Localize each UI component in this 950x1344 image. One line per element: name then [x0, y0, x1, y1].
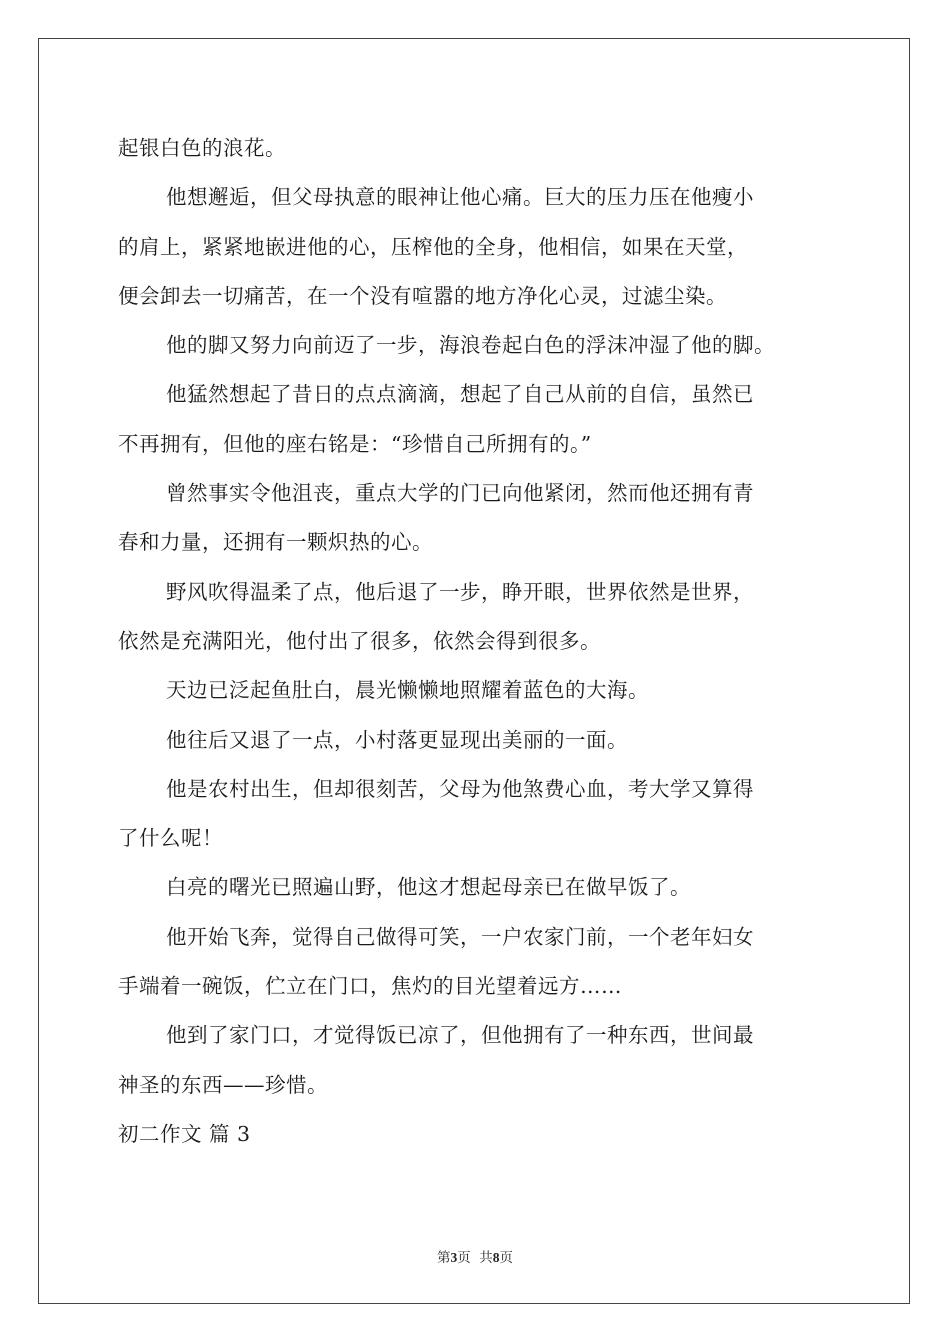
text-line: 便会卸去一切痛苦，在一个没有喧嚣的地方净化心灵，过滤尘染。	[118, 283, 727, 308]
text-line: 他的脚又努力向前迈了一步，海浪卷起白色的浮沫冲湿了他的脚。	[166, 333, 775, 358]
section-heading: 初二作文 篇 3	[118, 1121, 251, 1146]
text-line: 手端着一碗饭，伫立在门口，焦灼的目光望着远方……	[118, 974, 622, 999]
page-footer	[0, 1246, 950, 1266]
footer-suffix: 页	[499, 1250, 514, 1266]
text-line: 了什么呢！	[118, 826, 223, 851]
total-page-number: 8	[492, 1250, 500, 1265]
current-page-number: 3	[450, 1250, 458, 1265]
text-line: 春和力量，还拥有一颗炽热的心。	[118, 530, 433, 555]
text-line: 他开始飞奔，觉得自己做得可笑，一户农家门前，一个老年妇女	[166, 924, 754, 949]
footer-mid: 页 共	[457, 1250, 493, 1266]
text-line: 他猛然想起了昔日的点点滴滴，想起了自己从前的自信，虽然已	[166, 382, 754, 407]
text-line: 曾然事实令他沮丧，重点大学的门已向他紧闭，然而他还拥有青	[166, 481, 754, 506]
text-line: 起银白色的浪花。	[118, 136, 286, 160]
text-line: 的肩上，紧紧地嵌进他的心，压榨他的全身，他相信，如果在天堂，	[118, 234, 748, 259]
text-line: 天边已泛起鱼肚白，晨光懒懒地照耀着蓝色的大海。	[166, 678, 649, 703]
text-line: 他到了家门口，才觉得饭已凉了，但他拥有了一种东西，世间最	[166, 1023, 754, 1048]
text-line: 白亮的曙光已照遍山野，他这才想起母亲已在做早饭了。	[166, 875, 691, 900]
text-line: 他想邂逅，但父母执意的眼神让他心痛。巨大的压力压在他瘦小	[166, 185, 754, 210]
text-line: 野风吹得温柔了点，他后退了一步，睁开眼，世界依然是世界，	[166, 579, 754, 604]
text-line: 神圣的东西——珍惜。	[118, 1072, 328, 1097]
text-line: 依然是充满阳光，他付出了很多，依然会得到很多。	[118, 628, 601, 653]
text-line: 他是农村出生，但却很刻苦，父母为他煞费心血，考大学又算得	[166, 776, 754, 801]
text-line: 他往后又退了一点，小村落更显现出美丽的一面。	[166, 727, 628, 752]
footer-prefix: 第	[436, 1250, 451, 1266]
text-line: 不再拥有，但他的座右铭是：“珍惜自己所拥有的。”	[118, 431, 592, 456]
document-body	[118, 124, 838, 1159]
